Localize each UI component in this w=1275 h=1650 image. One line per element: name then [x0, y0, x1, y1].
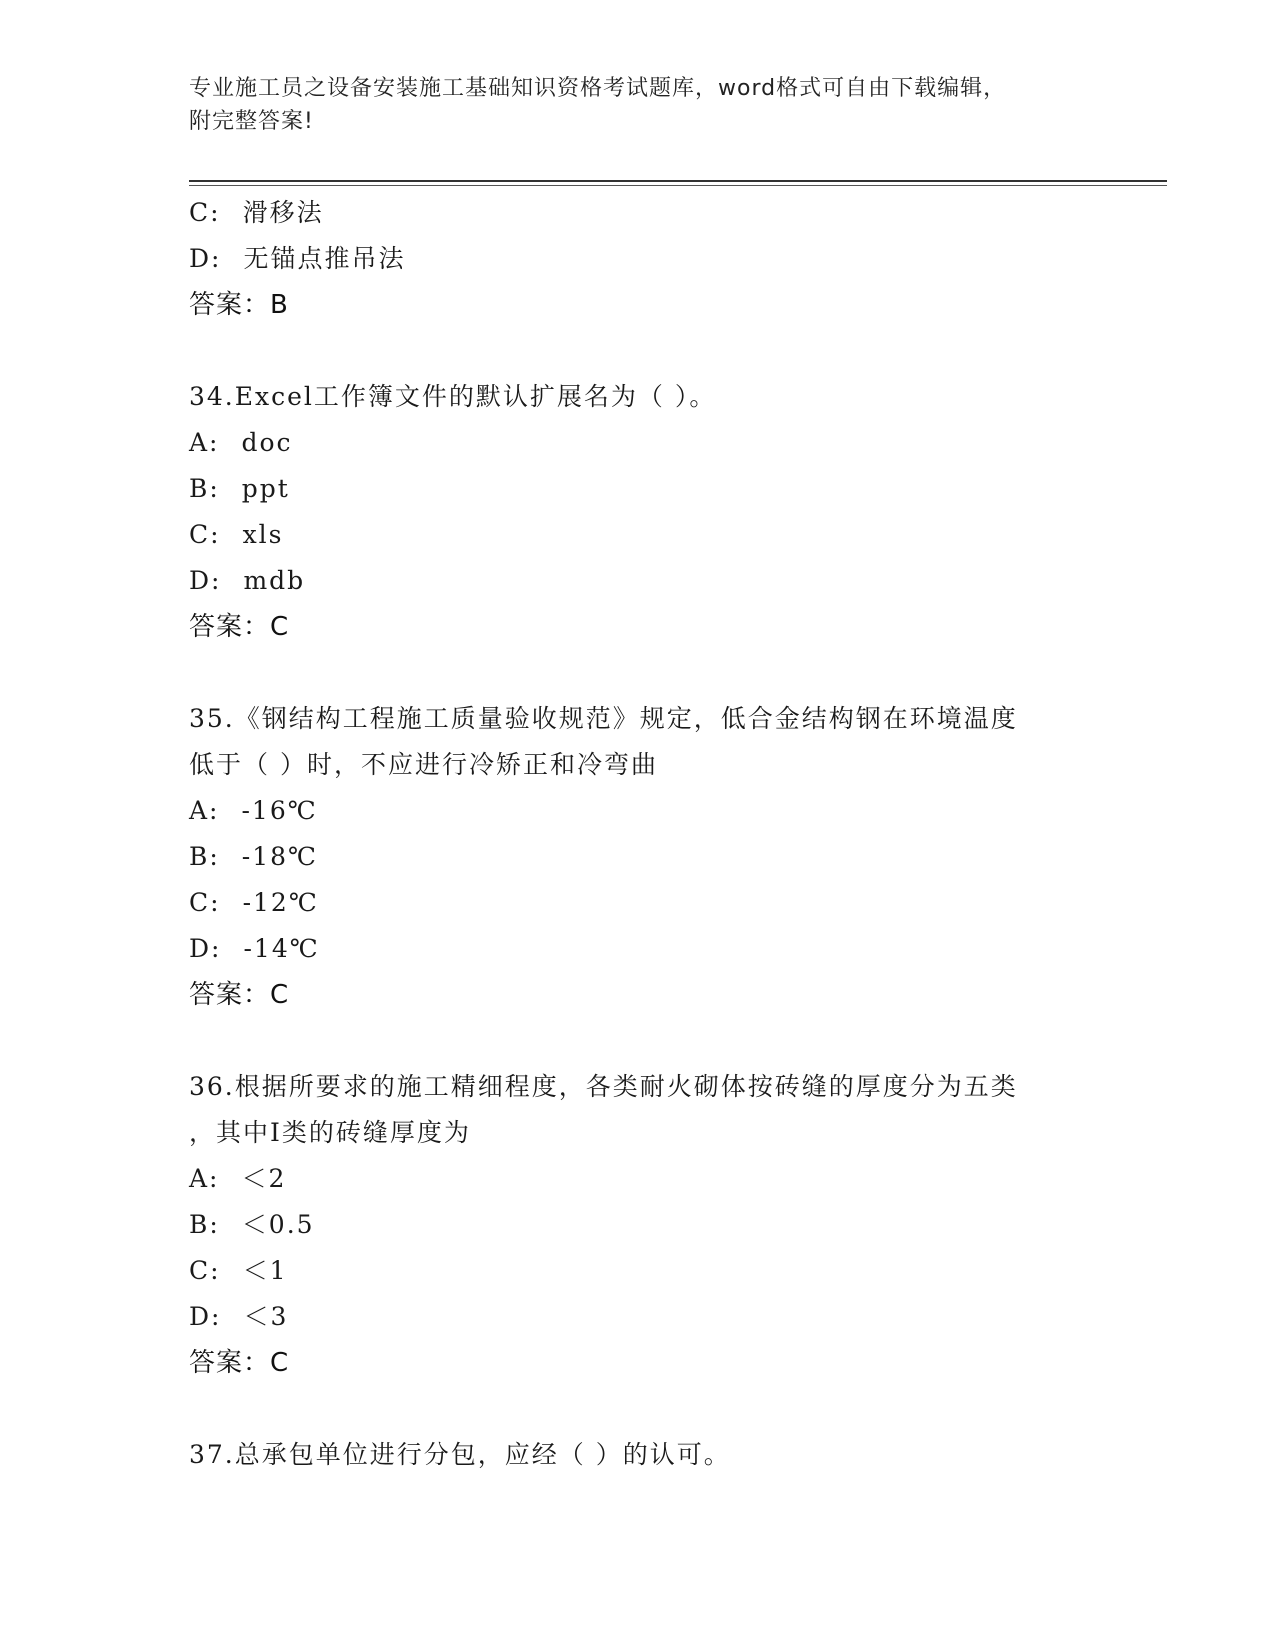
- question-stem: 36.根据所要求的施工精细程度，各类耐火砌体按砖缝的厚度分为五类: [189, 1072, 1018, 1101]
- answer-line: 答案：B: [189, 290, 289, 320]
- option-d: D: ＜3: [189, 1302, 289, 1331]
- header-line-1: 专业施工员之设备安装施工基础知识资格考试题库，word格式可自由下载编辑，: [189, 76, 1007, 101]
- header-rule-thick: [189, 180, 1167, 182]
- header-rule-thin: [189, 185, 1167, 186]
- option-d: D: -14℃: [189, 934, 320, 963]
- question-list: [189, 190, 1089, 1478]
- question-stem: 35.《钢结构工程施工质量验收规范》规定，低合金结构钢在环境温度: [189, 704, 1018, 733]
- option-c: C: xls: [189, 520, 284, 549]
- question-stem: 37.总承包单位进行分包，应经（ ）的认可。: [189, 1440, 731, 1469]
- question-36: [189, 1064, 1089, 1386]
- header-line-2: 附完整答案!: [189, 109, 314, 134]
- page-header: [189, 72, 1109, 138]
- option-b: B: ＜0.5: [189, 1210, 315, 1239]
- option-c: C: ＜1: [189, 1256, 288, 1285]
- answer-line: 答案：C: [189, 612, 290, 642]
- question-stem-cont: 低于（ ）时，不应进行冷矫正和冷弯曲: [189, 750, 658, 779]
- option-a: A: ＜2: [189, 1164, 287, 1193]
- option-b: B: ppt: [189, 474, 290, 503]
- option-d: D: 无锚点推吊法: [189, 244, 406, 273]
- option-d: D: mdb: [189, 566, 306, 595]
- question-stem: 34.Excel工作簿文件的默认扩展名为（ ）。: [189, 382, 717, 411]
- option-c: C: -12℃: [189, 888, 319, 917]
- option-a: A: doc: [189, 428, 293, 457]
- option-a: A: -16℃: [189, 796, 318, 825]
- question-stem-cont: ，其中I类的砖缝厚度为: [189, 1118, 471, 1147]
- question-37: [189, 1432, 1089, 1478]
- answer-line: 答案：C: [189, 980, 290, 1010]
- question-33-tail: [189, 190, 1089, 328]
- answer-line: 答案：C: [189, 1348, 290, 1378]
- question-34: [189, 374, 1089, 650]
- option-b: B: -18℃: [189, 842, 319, 871]
- question-35: [189, 696, 1089, 1018]
- option-c: C: 滑移法: [189, 198, 324, 227]
